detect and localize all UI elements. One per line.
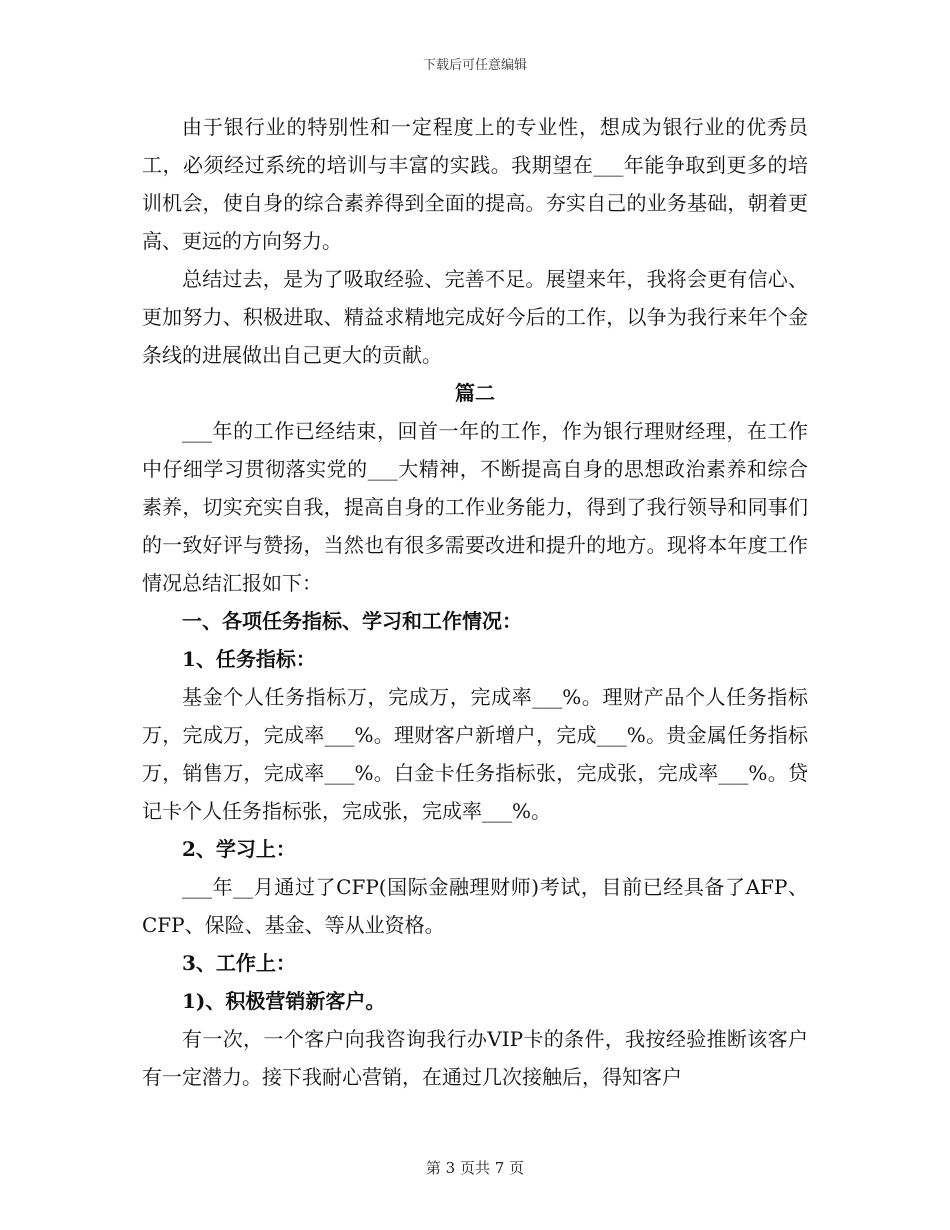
paragraph: 有一次，一个客户向我咨询我行办VIP卡的条件，我按经验推断该客户有一定潜力。接下我耐心营销，在通过几次接触后，得知客户 (142, 1027, 808, 1089)
heading: 2、学习上： (182, 837, 296, 861)
paragraph: 总结过去，是为了吸取经验、完善不足。展望来年，我将会更有信心、更加努力、积极进取、精益求精地完成好今后的工作，以争为我行来年个金条线的进展做出自己更大的贡献。 (142, 267, 808, 367)
paragraph: 由于银行业的特别性和一定程度上的专业性，想成为银行业的优秀员工，必须经过系统的培训与丰富的实践。我期望在___年能争取到更多的培训机会，使自身的综合素养得到全面的提高。夯实自己的业务基础，朝着更高、更远的方向努力。 (142, 115, 808, 253)
heading: 一、各项任务指标、学习和工作情况： (182, 609, 522, 633)
page-header: 下载后可任意编辑 (422, 58, 527, 73)
document-body (142, 108, 808, 1096)
heading: 1、任务指标： (182, 647, 316, 671)
heading: 3、工作上： (182, 951, 296, 975)
paragraph: ___年__月通过了CFP(国际金融理财师)考试，目前已经具备了AFP、CFP、保险、基金、等从业资格。 (142, 875, 808, 937)
paragraph: ___年的工作已经结束，回首一年的工作，作为银行理财经理，在工作中仔细学习贯彻落实党的___大精神，不断提高自身的思想政治素养和综合素养，切实充实自我，提高自身的工作业务能力，得到了我行领导和同事们的一致好评与赞扬，当然也有很多需要改进和提升的地方。现将本年度工作情况总结汇报如下： (142, 419, 808, 595)
paragraph: 基金个人任务指标万，完成万，完成率___%。理财产品个人任务指标万，完成万，完成率___%。理财客户新增户，完成___%。贵金属任务指标万，销售万，完成率___%。白金卡任务指标张，完成张，完成率___%。贷记卡个人任务指标张，完成张，完成率___%。 (142, 685, 808, 823)
heading: 1)、积极营销新客户。 (182, 989, 386, 1013)
section-title: 篇二 (455, 381, 495, 405)
page-footer: 第 3 页共 7 页 (425, 1159, 525, 1177)
